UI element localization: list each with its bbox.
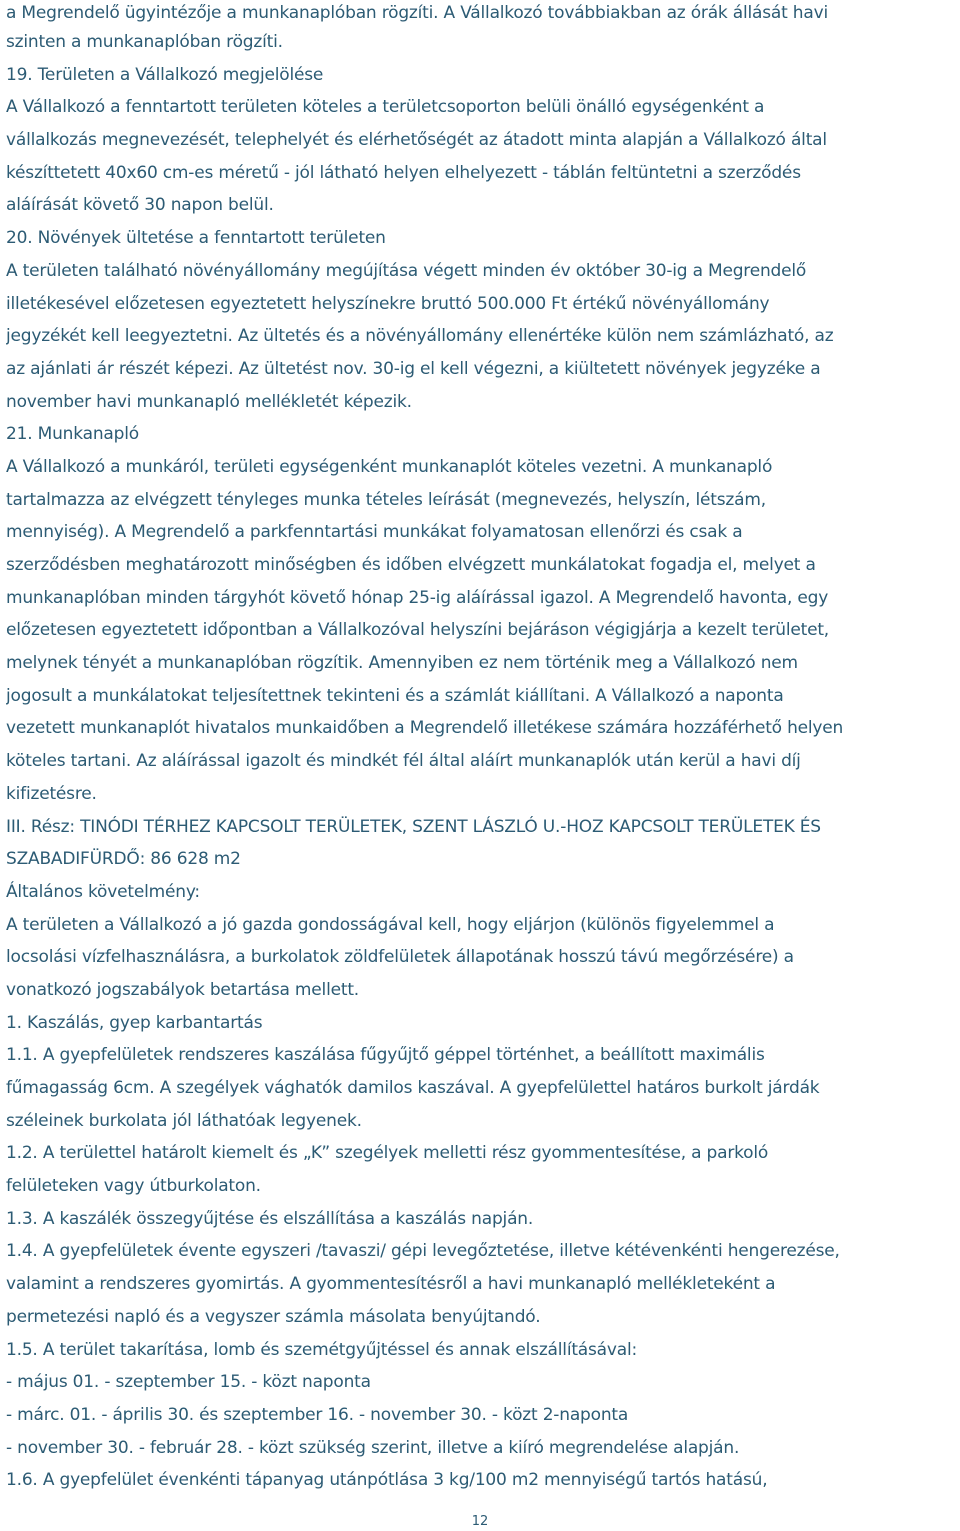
text-line: illetékesével előzetesen egyeztetett helyszínekre bruttó 500.000 Ft értékű növényállomány: [6, 293, 770, 314]
text-line: szinten a munkanaplóban rögzíti.: [6, 32, 283, 52]
text-line: jogosult a munkálatokat teljesítettnek tekinteni és a számlát kiállítani. A Vállalkozó a naponta: [6, 685, 784, 706]
text-line: előzetesen egyeztetett időpontban a Vállalkozóval helyszíni bejáráson végigjárja a kezelt területet,: [6, 620, 830, 641]
text-line: fűmagasság 6cm. A szegélyek vághatók damilos kaszával. A gyepfelülettel határos burkolt járdák: [6, 1078, 820, 1098]
text-line: széleinek burkolata jól láthatóak legyenek.: [6, 1110, 362, 1131]
list-item: - november 30. - február 28. - közt szükség szerint, illetve a kiíró megrendelése alapján.: [6, 1437, 740, 1458]
section-heading: 20. Növények ültetése a fenntartott területen: [6, 228, 386, 249]
text-line: a Megrendelő ügyintézője a munkanaplóban rögzíti. A Vállalkozó továbbiakban az órák állását havi: [6, 3, 828, 23]
text-line: tartalmazza az elvégzett tényleges munka tételes leírását (megnevezés, helyszín, létszám,: [6, 489, 766, 510]
list-item: - márc. 01. - április 30. és szeptember 16. - november 30. - közt 2-naponta: [6, 1404, 629, 1425]
text-line: november havi munkanapló mellékletét képezik.: [6, 391, 412, 412]
text-line: 1.5. A terület takarítása, lomb és szemétgyűjtéssel és annak elszállításával:: [6, 1339, 638, 1360]
text-line: vonatkozó jogszabályok betartása mellett.: [6, 979, 359, 1000]
text-line: A területen található növényállomány megújítása végett minden év október 30-ig a Megrendelő: [6, 260, 807, 281]
text-line: felületeken vagy útburkolaton.: [6, 1176, 261, 1197]
text-line: készíttetett 40x60 cm-es méretű - jól látható helyen elhelyezett - táblán feltüntetni a szerződés: [6, 162, 801, 183]
text-line: A területen a Vállalkozó a jó gazda gondosságával kell, hogy eljárjon (különös figyelemmel a: [6, 914, 775, 935]
text-line: kifizetésre.: [6, 783, 97, 804]
text-line: locsolási vízfelhasználásra, a burkolatok zöldfelületek állapotának hosszú távú megőrzésére) a: [6, 947, 794, 968]
text-line: aláírását követő 30 napon belül.: [6, 195, 274, 216]
text-line: 1.6. A gyepfelület évenkénti tápanyag utánpótlása 3 kg/100 m2 mennyiségű tartós hatású,: [6, 1470, 768, 1491]
document-body: [6, 0, 958, 1497]
text-line: köteles tartani. Az aláírással igazolt és mindkét fél által aláírt munkanaplók után kerül a havi díj: [6, 751, 801, 772]
page-number: 12: [471, 1514, 489, 1529]
text-line: 1.4. A gyepfelületek évente egyszeri /tavaszi/ gépi levegőztetése, illetve kétévenkénti hengerezése,: [6, 1241, 840, 1262]
text-line: A Vállalkozó a fenntartott területen köteles a területcsoporton belüli önálló egységenként a: [6, 97, 765, 118]
text-line: melynek tényét a munkanaplóban rögzítik. Amennyiben ez nem történik meg a Vállalkozó nem: [6, 653, 798, 674]
text-line: vezetett munkanaplót hivatalos munkaidőben a Megrendelő illetékese számára hozzáférhető helyen: [6, 718, 844, 739]
section-heading: Általános követelmény:: [6, 881, 200, 902]
text-line: A Vállalkozó a munkáról, területi egységenként munkanaplót köteles vezetni. A munkanapló: [6, 456, 773, 477]
text-line: 1.2. A területtel határolt kiemelt és „K” szegélyek melletti rész gyommentesítése, a parkoló: [6, 1143, 769, 1164]
list-item: - május 01. - szeptember 15. - közt naponta: [6, 1372, 371, 1393]
text-line: az ajánlati ár részét képezi. Az ültetést nov. 30-ig el kell végezni, a kiültetett növények jegyzéke a: [6, 358, 821, 379]
text-line: munkanaplóban minden tárgyhót követő hónap 25-ig aláírással igazol. A Megrendelő havonta, egy: [6, 587, 829, 608]
section-heading: 19. Területen a Vállalkozó megjelölése: [6, 64, 324, 85]
part-heading: III. Rész: TINÓDI TÉRHEZ KAPCSOLT TERÜLETEK, SZENT LÁSZLÓ U.-HOZ KAPCSOLT TERÜLETEK ÉS: [6, 816, 821, 837]
text-line: permetezési napló és a vegyszer számla másolata benyújtandó.: [6, 1306, 541, 1327]
text-line: 1.3. A kaszálék összegyűjtése és elszállítása a kaszálás napján.: [6, 1208, 534, 1229]
text-line: valamint a rendszeres gyomirtás. A gyommentesítésről a havi munkanapló mellékleteként a: [6, 1274, 776, 1295]
text-line: 1.1. A gyepfelületek rendszeres kaszálása fűgyűjtő géppel történhet, a beállított maximális: [6, 1045, 765, 1066]
section-heading: 1. Kaszálás, gyep karbantartás: [6, 1012, 263, 1033]
text-line: jegyzékét kell leegyeztetni. Az ültetés és a növényállomány ellenértéke külön nem számlázható, az: [6, 326, 834, 347]
text-line: vállalkozás megnevezését, telephelyét és elérhetőségét az átadott minta alapján a Vállalkozó által: [6, 130, 827, 151]
text-line: mennyiség). A Megrendelő a parkfenntartási munkákat folyamatosan ellenőrzi és csak a: [6, 522, 743, 543]
text-line: szerződésben meghatározott minőségben és időben elvégzett munkálatokat fogadja el, melyet a: [6, 555, 816, 575]
part-heading: SZABADIFÜRDŐ: 86 628 m2: [6, 849, 241, 870]
section-heading: 21. Munkanapló: [6, 424, 139, 445]
